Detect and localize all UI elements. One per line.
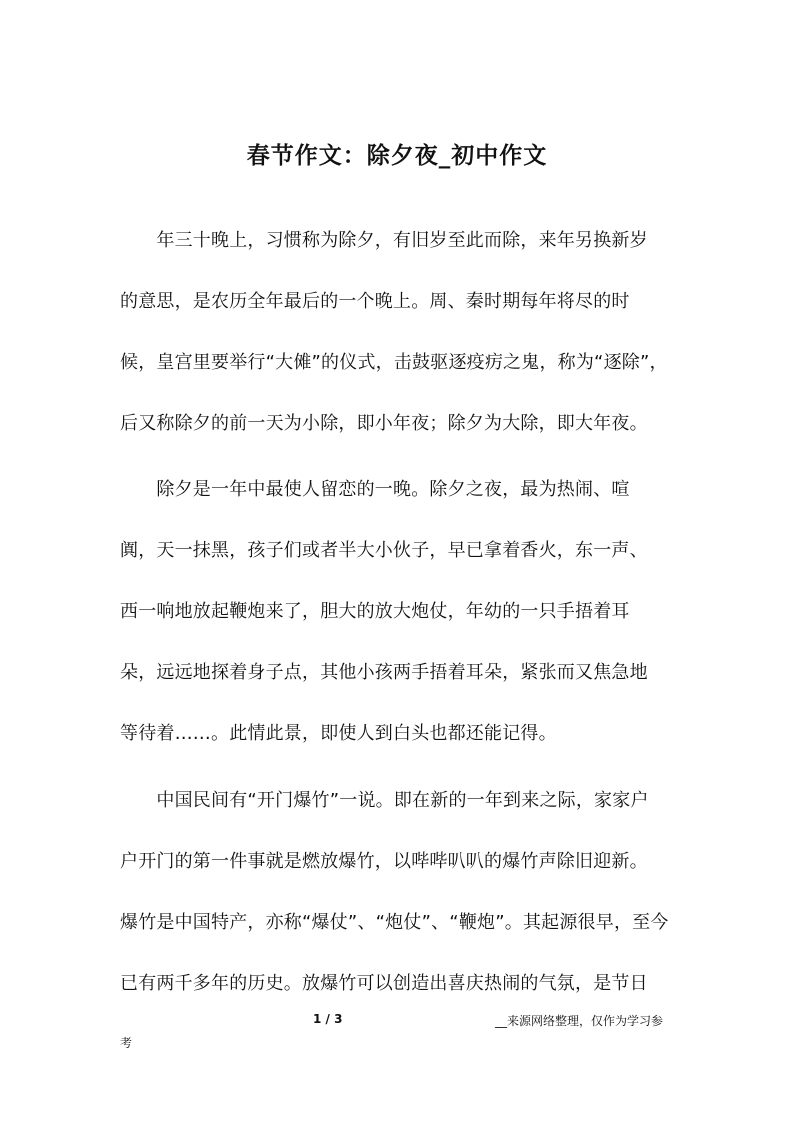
document-title: 春节作文：除夕夜_初中作文 — [246, 142, 548, 169]
body-line: 朵，远远地探着身子点，其他小孩两手捂着耳朵，紧张而又焦急地 — [120, 662, 648, 683]
body-line: 西一响地放起鞭炮来了，胆大的放大炮仗，年幼的一只手捂着耳 — [120, 601, 630, 622]
body-line: 阗，天一抹黑，孩子们或者半大小伙子，早已拿着香火，东一声、 — [120, 540, 648, 561]
body-line: 候，皇宫里要举行“大傩”的仪式，击鼓驱逐疫疠之鬼，称为“逐除”， — [120, 352, 668, 373]
body-line: 的意思，是农历全年最后的一个晚上。周、秦时期每年将尽的时 — [120, 291, 630, 312]
page-indicator: 1 / 3 — [313, 1012, 343, 1026]
body-line: 爆竹是中国特产，亦称“爆仗”、“炮仗”、“鞭炮”。其起源很早，至今 — [120, 912, 669, 933]
body-line: 除夕是一年中最使人留恋的一晚。除夕之夜，最为热闹、喧 — [120, 479, 630, 500]
body-line: 已有两千多年的历史。放爆竹可以创造出喜庆热闹的气氛，是节日 — [120, 973, 648, 994]
body-line: 中国民间有“开门爆竹”一说。即在新的一年到来之际，家家户 — [120, 790, 649, 811]
body-line: 后又称除夕的前一天为小除，即小年夜；除夕为大除，即大年夜。 — [120, 413, 648, 434]
body-line: 户开门的第一件事就是燃放爆竹，以哔哔叭叭的爆竹声除旧迎新。 — [120, 851, 648, 872]
source-note: __来源网络整理，仅作为学习参 — [495, 1014, 664, 1028]
body-line: 等待着……。此情此景，即使人到白头也都还能记得。 — [120, 723, 557, 744]
body-line: 年三十晚上，习惯称为除夕，有旧岁至此而除，来年另换新岁 — [120, 230, 648, 251]
source-note-continuation: 考 — [120, 1036, 133, 1050]
